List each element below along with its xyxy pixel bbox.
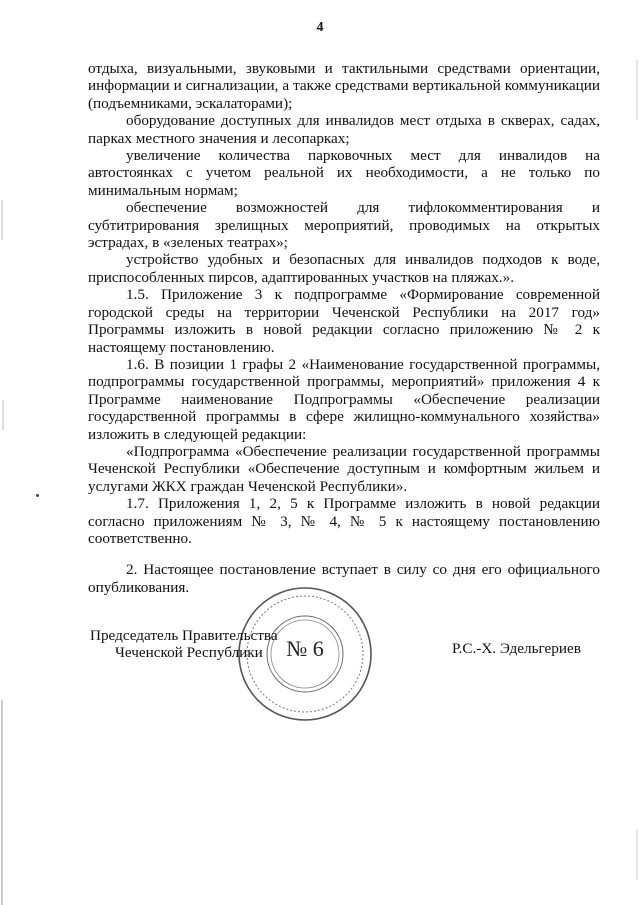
signatory-title-line-1: Председатель Правительства [90, 627, 278, 644]
paragraph-6: 1.5. Приложение 3 к подпрограмме «Формирование современной городской среды на территории Чеченской Республики на 2017 год» Программы изложить в новой редакции согласно приложению № 2 к настоящему постановлению. [88, 286, 600, 356]
stamp-number: № 6 [286, 636, 324, 661]
signatory-name: Р.С.-Х. Эдельгериев [452, 640, 581, 657]
paragraph-7: 1.6. В позиции 1 графы 2 «Наименование государственной программы, подпрограммы государственной программы, мероприятий» приложения 4 к Программе наименование Подпрограммы «Обеспечение реализации государственной программы в сфере жилищно-коммунального хозяйства» изложить в следующей редакции: [88, 355, 600, 443]
scan-dot [36, 494, 39, 497]
paragraph-10: 2. Настоящее постановление вступает в силу со дня его официального опубликования. [88, 561, 600, 596]
scan-edge-marks [0, 0, 8, 905]
page-number: 4 [316, 20, 324, 35]
paragraph-2: оборудование доступных для инвалидов мест отдыха в скверах, садах, парках местного значения и лесопарках; [88, 112, 600, 147]
signatory-title-line-2: Чеченской Республики [115, 644, 263, 661]
scan-right-edge-marks [634, 0, 640, 905]
paragraph-1: отдыха, визуальными, звуковыми и тактильными средствами ориентации, информации и сигнализации, а также средствами вертикальной коммуникации (подъемниками, эскалаторами); [88, 60, 600, 112]
paragraph-4: обеспечение возможностей для тифлокомментирования и субтитрирования зрелищных мероприятий, проводимых на открытых эстрадах, в «зеленых театрах»; [88, 199, 600, 252]
paragraph-3: увеличение количества парковочных мест для инвалидов на автостоянках с учетом реальной их необходимости, а не только по минимальным нормам; [88, 147, 600, 199]
paragraph-8: «Подпрограмма «Обеспечение реализации государственной программы Чеченской Республики «Обеспечение доступным и комфортным жильем и услугами ЖКХ граждан Чеченской Республики». [88, 442, 600, 495]
paragraph-9: 1.7. Приложения 1, 2, 5 к Программе изложить в новой редакции согласно приложениям № 3, № 4, № 5 к настоящему постановлению соответственно. [88, 495, 600, 547]
paragraph-5: устройство удобных и безопасных для инвалидов подходов к воде, приспособленных пирсов, адаптированных участков на пляжах.». [88, 251, 600, 286]
signature-block [0, 620, 640, 740]
document-body [88, 60, 600, 596]
